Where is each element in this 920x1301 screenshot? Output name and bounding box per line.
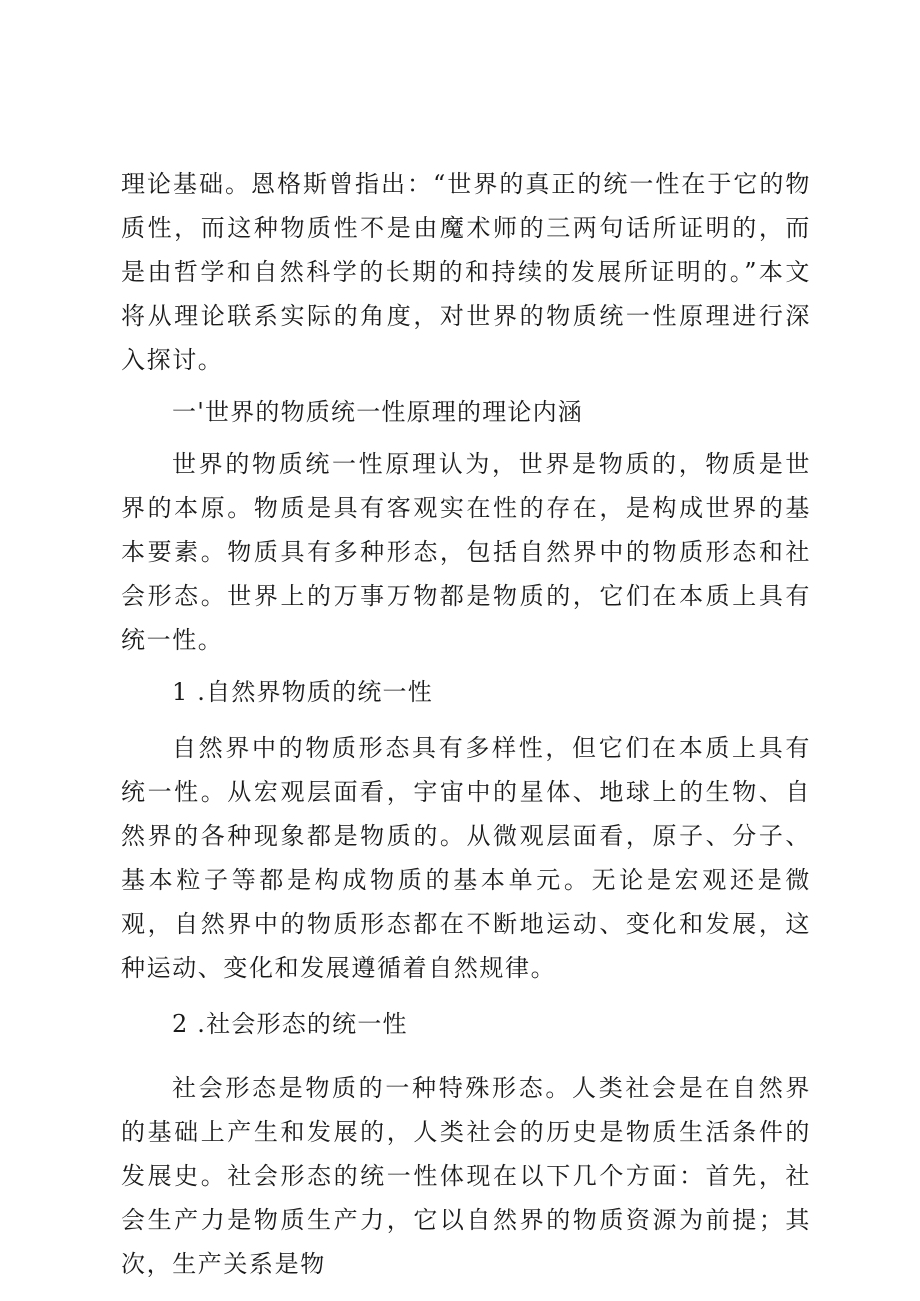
- section-body-theory: 世界的物质统一性原理认为，世界是物质的，物质是世界的本原。物质是具有客观实在性的存在，是构成世界的基本要素。物质具有多种形态，包括自然界中的物质形态和社会形态。世界上的万事万物都是物质的，它们在本质上具有统一性。: [121, 450, 811, 654]
- subsection-heading-nature: 1 .自然界物质的统一性: [172, 678, 433, 706]
- subsection-body-nature: 自然界中的物质形态具有多样性，但它们在本质上具有统一性。从宏观层面看，宇宙中的星体、地球上的生物、自然界的各种现象都是物质的。从微观层面看，原子、分子、基本粒子等都是构成物质的基本单元。无论是宏观还是微观，自然界中的物质形态都在不断地运动、变化和发展，这种运动、变化和发展遵循着自然规律。: [121, 734, 811, 982]
- intro-continuation-paragraph: 理论基础。恩格斯曾指出：“世界的真正的统一性在于它的物质性，而这种物质性不是由魔术师的三两句话所证明的，而是由哲学和自然科学的长期的和持续的发展所证明的。”本文将从理论联系实际的角度，对世界的物质统一性原理进行深入探讨。: [121, 170, 811, 374]
- section-heading-theory: 一'世界的物质统一性原理的理论内涵: [172, 398, 583, 426]
- subsection-heading-society: 2 .社会形态的统一性: [172, 1010, 408, 1038]
- document-body: [121, 162, 811, 1286]
- subsection-body-society: 社会形态是物质的一种特殊形态。人类社会是在自然界的基础上产生和发展的，人类社会的历史是物质生活条件的发展史。社会形态的统一性体现在以下几个方面：首先，社会生产力是物质生产力，它以自然界的物质资源为前提；其次，生产关系是物: [121, 1074, 811, 1278]
